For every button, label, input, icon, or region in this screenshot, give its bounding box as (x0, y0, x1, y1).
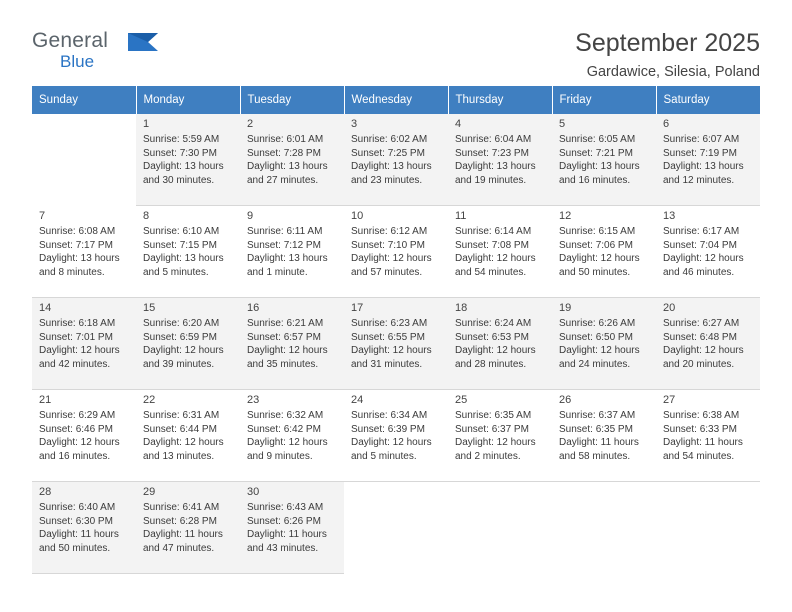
sunrise-text: Sunrise: 6:10 AM (143, 226, 220, 237)
day-cell-empty (448, 482, 552, 574)
daylight-text: Daylight: 13 hours and 1 minute. (247, 253, 328, 278)
daylight-text: Daylight: 12 hours and 35 minutes. (247, 345, 328, 370)
day-cell[interactable] (448, 298, 552, 390)
day-number: 13 (663, 210, 676, 222)
day-cell[interactable] (656, 114, 760, 206)
day-cell[interactable] (656, 298, 760, 390)
daylight-text: Daylight: 12 hours and 31 minutes. (351, 345, 432, 370)
day-number: 7 (39, 210, 46, 222)
sunset-text: Sunset: 7:21 PM (559, 147, 633, 159)
day-number: 5 (559, 118, 566, 130)
day-cell[interactable] (552, 206, 656, 298)
daylight-text: Daylight: 13 hours and 23 minutes. (351, 161, 432, 186)
weekday-header-friday: Friday (552, 86, 656, 114)
day-number: 12 (559, 210, 572, 222)
sunrise-text: Sunrise: 6:21 AM (247, 318, 324, 329)
sunset-text: Sunset: 6:50 PM (559, 331, 633, 343)
day-number: 29 (143, 486, 156, 498)
day-number: 30 (247, 486, 260, 498)
daylight-text: Daylight: 12 hours and 24 minutes. (559, 345, 640, 370)
weekday-header-saturday: Saturday (656, 86, 760, 114)
sunset-text: Sunset: 6:42 PM (247, 423, 321, 435)
flag-icon (128, 31, 160, 53)
day-cell-empty (656, 482, 760, 574)
day-number: 6 (663, 118, 670, 130)
day-cell[interactable] (136, 114, 240, 206)
day-cell-empty (344, 482, 448, 574)
daylight-text: Daylight: 12 hours and 50 minutes. (559, 253, 640, 278)
sunset-text: Sunset: 6:26 PM (247, 515, 321, 527)
sunrise-text: Sunrise: 6:12 AM (351, 226, 428, 237)
day-number: 24 (351, 394, 364, 406)
day-number: 1 (143, 118, 150, 130)
day-cell-empty (32, 114, 136, 206)
page-header (32, 0, 760, 80)
day-number: 22 (143, 394, 156, 406)
day-number: 11 (455, 210, 467, 222)
day-cell[interactable] (552, 390, 656, 482)
sunset-text: Sunset: 6:28 PM (143, 515, 217, 527)
daylight-text: Daylight: 13 hours and 27 minutes. (247, 161, 328, 186)
sunset-text: Sunset: 6:46 PM (39, 423, 113, 435)
weekday-header-monday: Monday (136, 86, 240, 114)
day-number: 28 (39, 486, 52, 498)
daylight-text: Daylight: 13 hours and 12 minutes. (663, 161, 744, 186)
day-cell[interactable] (136, 206, 240, 298)
day-cell[interactable] (136, 390, 240, 482)
sunset-text: Sunset: 7:12 PM (247, 239, 321, 251)
day-cell[interactable] (32, 390, 136, 482)
sunrise-text: Sunrise: 6:17 AM (663, 226, 740, 237)
sunset-text: Sunset: 7:01 PM (39, 331, 113, 343)
daylight-text: Daylight: 11 hours and 50 minutes. (39, 529, 119, 554)
daylight-text: Daylight: 12 hours and 28 minutes. (455, 345, 536, 370)
sunrise-text: Sunrise: 5:59 AM (143, 134, 220, 145)
sunrise-text: Sunrise: 6:38 AM (663, 410, 740, 421)
calendar-week-row (32, 114, 760, 206)
day-cell[interactable] (448, 390, 552, 482)
daylight-text: Daylight: 12 hours and 54 minutes. (455, 253, 536, 278)
sunset-text: Sunset: 6:37 PM (455, 423, 529, 435)
day-cell[interactable] (552, 114, 656, 206)
sunset-text: Sunset: 6:57 PM (247, 331, 321, 343)
daylight-text: Daylight: 13 hours and 5 minutes. (143, 253, 224, 278)
daylight-text: Daylight: 12 hours and 42 minutes. (39, 345, 120, 370)
sunset-text: Sunset: 7:10 PM (351, 239, 425, 251)
sunrise-text: Sunrise: 6:23 AM (351, 318, 428, 329)
sunrise-text: Sunrise: 6:35 AM (455, 410, 532, 421)
calendar-week-row (32, 390, 760, 482)
day-number: 23 (247, 394, 260, 406)
day-cell[interactable] (240, 114, 344, 206)
day-cell[interactable] (344, 298, 448, 390)
sunset-text: Sunset: 6:55 PM (351, 331, 425, 343)
sunrise-text: Sunrise: 6:07 AM (663, 134, 740, 145)
daylight-text: Daylight: 13 hours and 30 minutes. (143, 161, 224, 186)
brand-name-primary: General (32, 29, 109, 52)
sunrise-text: Sunrise: 6:18 AM (39, 318, 116, 329)
day-number: 4 (455, 118, 462, 130)
sunset-text: Sunset: 6:30 PM (39, 515, 113, 527)
sunrise-text: Sunrise: 6:14 AM (455, 226, 532, 237)
day-cell[interactable] (448, 206, 552, 298)
day-cell[interactable] (344, 206, 448, 298)
daylight-text: Daylight: 13 hours and 8 minutes. (39, 253, 120, 278)
sunrise-text: Sunrise: 6:27 AM (663, 318, 740, 329)
daylight-text: Daylight: 12 hours and 39 minutes. (143, 345, 224, 370)
sunset-text: Sunset: 7:30 PM (143, 147, 217, 159)
day-cell[interactable] (136, 298, 240, 390)
page-title: September 2025 (575, 29, 760, 57)
sunrise-text: Sunrise: 6:08 AM (39, 226, 116, 237)
day-cell[interactable] (656, 206, 760, 298)
day-cell[interactable] (32, 206, 136, 298)
sunrise-text: Sunrise: 6:04 AM (455, 134, 532, 145)
sunrise-text: Sunrise: 6:02 AM (351, 134, 428, 145)
sunrise-text: Sunrise: 6:20 AM (143, 318, 220, 329)
day-number: 19 (559, 302, 572, 314)
day-cell[interactable] (656, 390, 760, 482)
day-number: 18 (455, 302, 468, 314)
sunset-text: Sunset: 7:04 PM (663, 239, 737, 251)
day-number: 16 (247, 302, 260, 314)
day-number: 17 (351, 302, 364, 314)
sunrise-text: Sunrise: 6:24 AM (455, 318, 532, 329)
location-subtitle: Gardawice, Silesia, Poland (586, 64, 760, 80)
sunset-text: Sunset: 7:25 PM (351, 147, 425, 159)
weekday-header-tuesday: Tuesday (240, 86, 344, 114)
sunrise-text: Sunrise: 6:43 AM (247, 502, 324, 513)
day-cell[interactable] (552, 298, 656, 390)
daylight-text: Daylight: 13 hours and 19 minutes. (455, 161, 536, 186)
sunset-text: Sunset: 6:59 PM (143, 331, 217, 343)
day-cell[interactable] (32, 298, 136, 390)
sunrise-text: Sunrise: 6:29 AM (39, 410, 116, 421)
sunrise-text: Sunrise: 6:34 AM (351, 410, 428, 421)
brand-logo[interactable] (32, 30, 192, 78)
daylight-text: Daylight: 12 hours and 16 minutes. (39, 437, 120, 462)
calendar-week-row (32, 482, 760, 574)
day-number: 27 (663, 394, 676, 406)
day-number: 2 (247, 118, 254, 130)
sunset-text: Sunset: 7:06 PM (559, 239, 633, 251)
sunset-text: Sunset: 7:15 PM (143, 239, 217, 251)
daylight-text: Daylight: 12 hours and 20 minutes. (663, 345, 744, 370)
day-number: 9 (247, 210, 254, 222)
calendar-week-row (32, 206, 760, 298)
calendar-week-row (32, 298, 760, 390)
daylight-text: Daylight: 12 hours and 5 minutes. (351, 437, 432, 462)
daylight-text: Daylight: 12 hours and 57 minutes. (351, 253, 432, 278)
sunrise-text: Sunrise: 6:11 AM (247, 226, 323, 237)
day-number: 21 (39, 394, 52, 406)
sunset-text: Sunset: 7:08 PM (455, 239, 529, 251)
day-cell[interactable] (344, 114, 448, 206)
sunset-text: Sunset: 7:23 PM (455, 147, 529, 159)
daylight-text: Daylight: 12 hours and 2 minutes. (455, 437, 536, 462)
day-number: 14 (39, 302, 52, 314)
day-number: 25 (455, 394, 468, 406)
day-cell[interactable] (32, 482, 136, 574)
day-cell[interactable] (240, 390, 344, 482)
sunset-text: Sunset: 7:19 PM (663, 147, 737, 159)
sunrise-text: Sunrise: 6:31 AM (143, 410, 220, 421)
sunrise-text: Sunrise: 6:15 AM (559, 226, 636, 237)
sunset-text: Sunset: 6:53 PM (455, 331, 529, 343)
day-cell[interactable] (136, 482, 240, 574)
day-cell[interactable] (240, 298, 344, 390)
day-cell[interactable] (344, 390, 448, 482)
sunrise-text: Sunrise: 6:41 AM (143, 502, 220, 513)
day-number: 8 (143, 210, 150, 222)
sunrise-text: Sunrise: 6:32 AM (247, 410, 324, 421)
sunset-text: Sunset: 7:17 PM (39, 239, 113, 251)
day-cell[interactable] (448, 114, 552, 206)
daylight-text: Daylight: 11 hours and 54 minutes. (663, 437, 743, 462)
sunset-text: Sunset: 6:48 PM (663, 331, 737, 343)
sunset-text: Sunset: 6:39 PM (351, 423, 425, 435)
daylight-text: Daylight: 11 hours and 58 minutes. (559, 437, 639, 462)
sunrise-text: Sunrise: 6:40 AM (39, 502, 116, 513)
calendar-table (32, 86, 760, 574)
brand-name-secondary: Blue (60, 52, 95, 71)
sunset-text: Sunset: 7:28 PM (247, 147, 321, 159)
day-number: 26 (559, 394, 572, 406)
daylight-text: Daylight: 12 hours and 9 minutes. (247, 437, 328, 462)
weekday-header-row (32, 86, 760, 114)
day-cell[interactable] (240, 482, 344, 574)
day-cell[interactable] (240, 206, 344, 298)
daylight-text: Daylight: 13 hours and 16 minutes. (559, 161, 640, 186)
day-number: 15 (143, 302, 156, 314)
day-number: 3 (351, 118, 358, 130)
sunrise-text: Sunrise: 6:37 AM (559, 410, 636, 421)
sunset-text: Sunset: 6:33 PM (663, 423, 737, 435)
sunset-text: Sunset: 6:35 PM (559, 423, 633, 435)
day-cell-empty (552, 482, 656, 574)
sunrise-text: Sunrise: 6:01 AM (247, 134, 324, 145)
sunrise-text: Sunrise: 6:05 AM (559, 134, 636, 145)
weekday-header-sunday: Sunday (32, 86, 136, 114)
daylight-text: Daylight: 12 hours and 13 minutes. (143, 437, 224, 462)
sunrise-text: Sunrise: 6:26 AM (559, 318, 636, 329)
daylight-text: Daylight: 11 hours and 47 minutes. (143, 529, 223, 554)
weekday-header-wednesday: Wednesday (344, 86, 448, 114)
sunset-text: Sunset: 6:44 PM (143, 423, 217, 435)
daylight-text: Daylight: 12 hours and 46 minutes. (663, 253, 744, 278)
day-number: 10 (351, 210, 364, 222)
weekday-header-thursday: Thursday (448, 86, 552, 114)
calendar-body (32, 114, 760, 574)
day-number: 20 (663, 302, 676, 314)
daylight-text: Daylight: 11 hours and 43 minutes. (247, 529, 327, 554)
